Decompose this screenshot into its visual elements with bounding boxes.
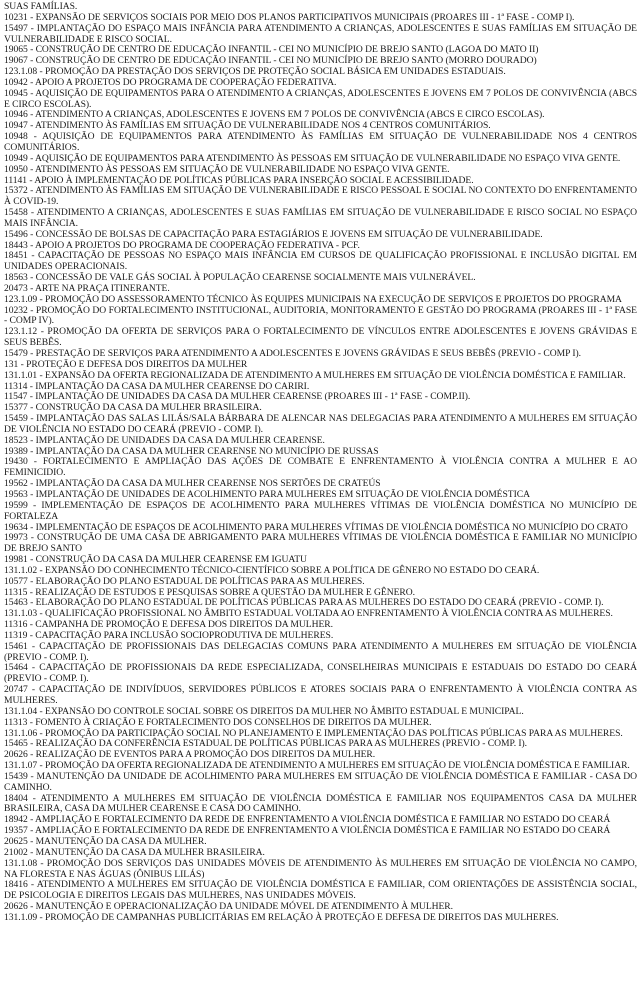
document-line: 10577 - ELABORAÇÃO DO PLANO ESTADUAL DE POLÍTICAS PARA AS MULHERES.	[4, 575, 365, 587]
document-line: 19634 - IMPLEMENTAÇÃO DE ESPAÇOS DE ACOLHIMENTO PARA MULHERES VÍTIMAS DE VIOLÊNCIA DOMÉSTICA NO MUNICÍPIO DO CRATO	[4, 521, 628, 533]
document-line: 11313 - FOMENTO À CRIAÇÃO E FORTALECIMENTO DOS CONSELHOS DE DIREITOS DA MULHER.	[4, 716, 432, 728]
document-line: 131.1.09 - PROMOÇÃO DE CAMPANHAS PUBLICITÁRIAS EM RELAÇÃO À PROTEÇÃO E DEFESA DE DIREITOS DAS MULHERES.	[4, 911, 559, 923]
document-line: 20747 - CAPACITAÇÃO DE INDIVÍDUOS, SERVIDORES PÚBLICOS E ATORES SOCIAIS PARA O ENFRENTAMENTO À VIOLÊNCIA CONTRA AS MULHERES.	[4, 684, 637, 706]
document-line: 10949 - AQUISIÇÃO DE EQUIPAMENTOS PARA ATENDIMENTO ÀS PESSOAS EM SITUAÇÃO DE VULNERABILIDADE NO ESPAÇO VIVA GENTE.	[4, 152, 621, 164]
document-line: 21002 - MANUTENÇÃO DA CASA DA MULHER BRASILEIRA.	[4, 846, 265, 858]
document-line: 19430 - FORTALECIMENTO E AMPLIAÇÃO DAS AÇÕES DE COMBATE E ENFRENTAMENTO À VIOLÊNCIA CONTRA A MULHER E AO FEMINICIDIO.	[4, 456, 637, 479]
document-line: 11141 - APOIO À IMPLEMENTAÇÃO DE POLÍTICAS PÚBLICAS PARA INSERÇÃO SOCIAL E ACESSIBILIDADE.	[4, 174, 474, 186]
document-line: 131.1.07 - PROMOÇÃO DA OFERTA REGIONALIZADA DE ATENDIMENTO A MULHERES EM SITUAÇÃO DE VIOLÊNCIA DOMÉSTICA E FAMILIAR.	[4, 760, 630, 772]
document-line: 123.1.12 - PROMOÇÃO DA OFERTA DE SERVIÇOS PARA O FORTALECIMENTO DE VÍNCULOS ENTRE ADOLESCENTES E JOVENS GRÁVIDAS E SEUS BEBÊS.	[4, 326, 637, 349]
document-line: 20626 - REALIZAÇÃO DE EVENTOS PARA A PROMOÇÃO DOS DIREITOS DA MULHER.	[4, 749, 376, 761]
document-line: 10945 - AQUISIÇÃO DE EQUIPAMENTOS PARA O ATENDIMENTO A CRIANÇAS, ADOLESCENTES E JOVENS EM 7 POLOS DE CONVIVÊNCIA (ABCS E CIRCO ESCOLAS).	[4, 87, 637, 110]
document-line: 15497 - IMPLANTAÇÃO DO ESPAÇO MAIS INFÂNCIA PARA ATENDIMENTO A CRIANÇAS, ADOLESCENTES E SUAS FAMÍLIAS EM SITUAÇÃO DE VULNERABILIDADE E RISCO SOCIAL.	[4, 22, 637, 45]
document-line: 11314 - IMPLANTAÇÃO DA CASA DA MULHER CEARENSE DO CARIRI.	[4, 380, 310, 392]
document-line: 11319 - CAPACITAÇÃO PARA INCLUSÃO SOCIOPRODUTIVA DE MULHERES.	[4, 629, 334, 641]
document-line: 19973 - CONSTRUÇÃO DE UMA CASA DE ABRIGAMENTO PARA MULHERES VÍTIMAS DE VIOLÊNCIA DOMÉSTICA E FAMILIAR NO MUNICÍPIO DE BREJO SANTO	[4, 532, 637, 555]
document-line: 18451 - CAPACITAÇÃO DE PESSOAS NO ESPAÇO MAIS INFÂNCIA EM CURSOS DE QUALIFICAÇÃO PROFISSIONAL E INCLUSÃO DIGITAL EM UNIDADES OPERACIONAIS.	[4, 250, 637, 273]
document-line: 15372 - ATENDIMENTO ÀS FAMÍLIAS EM SITUAÇÃO DE VULNERABILIDADE E RISCO PESSOAL E SOCIAL NO CONTEXTO DO ENFRENTAMENTO À COVID-19.	[4, 185, 637, 208]
document-line: 15464 - CAPACITAÇÃO DE PROFISSIONAIS DA REDE ESPECIALIZADA, CONSELHEIRAS MUNICIPAIS E ESTADUAIS DO ESTADO DO CEARÁ (PREVIO - COMP. I).	[4, 662, 637, 685]
document-line: 10950 - ATENDIMENTO ÀS PESSOAS EM SITUAÇÃO DE VULNERABILIDADE NO ESPAÇO VIVA GENTE.	[4, 163, 450, 175]
document-line: 20625 - MANUTENÇÃO DA CASA DA MULHER.	[4, 835, 207, 847]
document-line: 15439 - MANUTENÇÃO DA UNIDADE DE ACOLHIMENTO PARA MULHERES EM SITUAÇÃO DE VIOLÊNCIA DOMÉSTICA E FAMILIAR - CASA DO CAMINHO.	[4, 770, 637, 793]
document-line: 18404 - ATENDIMENTO A MULHERES EM SITUAÇÃO DE VIOLÊNCIA DOMÉSTICA E FAMILIAR NOS EQUIPAMENTOS CASA DA MULHER BRASILEIRA, CASA DA MULHER CEARENSE E CASA DO CAMINHO.	[4, 792, 637, 815]
document-line: 19357 - AMPLIAÇÃO E FORTALECIMENTO DA REDE DE ENFRENTAMENTO A VIOLÊNCIA DOMÉSTICA E FAMILIAR NO ESTADO DO CEARÁ	[4, 825, 611, 837]
document-line: 18563 - CONCESSÃO DE VALE GÁS SOCIAL À POPULAÇÃO CEARENSE SOCIALMENTE MAIS VULNERÁVEL.	[4, 272, 476, 284]
document-line: 131.1.04 - EXPANSÃO DO CONTROLE SOCIAL SOBRE OS DIREITOS DA MULHER NO ÂMBITO ESTADUAL E MUNICIPAL.	[4, 705, 524, 717]
document-line: 15458 - ATENDIMENTO A CRIANÇAS, ADOLESCENTES E SUAS FAMÍLIAS EM SITUAÇÃO DE VULNERABILIDADE E RISCO SOCIAL NO ESPAÇO MAIS INFÂNCIA.	[4, 207, 637, 229]
document-line: 19065 - CONSTRUÇÃO DE CENTRO DE EDUCAÇÃO INFANTIL - CEI NO MUNICÍPIO DE BREJO SANTO (LAGOA DO MATO II)	[4, 44, 539, 56]
document-line: 131.1.08 - PROMOÇÃO DOS SERVIÇOS DAS UNIDADES MÓVEIS DE ATENDIMENTO ÀS MULHERES EM SITUAÇÃO DE VIOLÊNCIA NO CAMPO, NA FLORESTA E NAS ÁGUAS (ÔNIBUS LILÁS)	[4, 857, 637, 880]
document-line: 10946 - ATENDIMENTO A CRIANÇAS, ADOLESCENTES E JOVENS EM 7 POLOS DE CONVIVÊNCIA (ABCS E CIRCO ESCOLAS).	[4, 109, 545, 121]
document-line: 15479 - PRESTAÇÃO DE SERVIÇOS PARA ATENDIMENTO A ADOLESCENTES E JOVENS GRÁVIDAS E SEUS BEBÊS (PREVIO - COMP I).	[4, 348, 582, 359]
document-line: 15461 - CAPACITAÇÃO DE PROFISSIONAIS DAS DELEGACIAS COMUNS PARA ATENDIMENTO A MULHERES EM SITUAÇÃO DE VIOLÊNCIA (PREVIO - COMP. I).	[4, 640, 637, 663]
document-line: 10231 - EXPANSÃO DE SERVIÇOS SOCIAIS POR MEIO DOS PLANOS PARTICIPATIVOS MUNICIPAIS (PROARES III - 1ª FASE - COMP I).	[4, 11, 575, 23]
document-line: 19389 - IMPLANTAÇÃO DA CASA DA MULHER CEARENSE NO MUNICÍPIO DE RUSSAS	[4, 445, 379, 457]
document-line: SUAS FAMÍLIAS.	[4, 1, 78, 12]
document-line: 10948 - AQUISIÇÃO DE EQUIPAMENTOS PARA ATENDIMENTO ÀS FAMÍLIAS EM SITUAÇÃO DE VULNERABILIDADE NOS 4 CENTROS COMUNITÁRIOS.	[4, 131, 637, 153]
document-line: 19563 - IMPLANTAÇÃO DE UNIDADES DE ACOLHIMENTO PARA MULHERES EM SITUAÇÃO DE VIOLÊNCIA DOMÉSTICA	[4, 488, 530, 500]
document-line: 19981 - CONSTRUÇÃO DA CASA DA MULHER CEARENSE EM IGUATU	[4, 554, 307, 566]
document-line: 10232 - PROMOÇÃO DO FORTALECIMENTO INSTITUCIONAL, AUDITORIA, MONITORAMENTO E GESTÃO DO PROGRAMA (PROARES III - 1ª FASE - COMP IV).	[4, 304, 637, 327]
document-line: 15463 - ELABORAÇÃO DO PLANO ESTADUAL DE POLÍTICAS PÚBLICAS PARA AS MULHERES DO ESTADO DO CEARÁ (PREVIO - COMP. I).	[4, 597, 604, 609]
document-line: 18942 - AMPLIAÇÃO E FORTALECIMENTO DA REDE DE ENFRENTAMENTO A VIOLÊNCIA DOMÉSTICA E FAMILIAR NO ESTADO DO CEARÁ	[4, 814, 611, 826]
document-line: 131.1.01 - EXPANSÃO DA OFERTA REGIONALIZADA DE ATENDIMENTO A MULHERES EM SITUAÇÃO DE VIOLÊNCIA DOMÉSTICA E FAMILIAR.	[4, 369, 626, 381]
document-line: 10942 - APOIO A PROJETOS DO PROGRAMA DE COOPERAÇÃO FEDERATIVA.	[4, 76, 337, 88]
document-line: 10947 - ATENDIMENTO ÀS FAMÍLIAS EM SITUAÇÃO DE VULNERABILIDADE NOS 4 CENTROS COMUNITÁRIOS.	[4, 120, 491, 132]
document-line: 11316 - CAMPANHA DE PROMOÇÃO E DEFESA DOS DIREITOS DA MULHER.	[4, 619, 333, 631]
document-line: 19599 - IMPLEMENTAÇÃO DE ESPAÇOS DE ACOLHIMENTO PARA MULHERES VÍTIMAS DE VIOLÊNCIA DOMÉSTICA NO MUNICÍPIO DE FORTALEZA	[4, 499, 637, 522]
document-line: 131.1.06 - PROMOÇÃO DA PARTICIPAÇÃO SOCIAL NO PLANEJAMENTO E IMPLEMENTAÇÃO DAS POLÍTICAS PÚBLICAS PARA AS MULHERES.	[4, 727, 623, 739]
document-line: 15496 - CONCESSÃO DE BOLSAS DE CAPACITAÇÃO PARA ESTAGIÁRIOS E JOVENS EM SITUAÇÃO DE VULNERABILIDADE.	[4, 228, 543, 240]
document-line: 20626 - MANUTENÇÃO E OPERACIONALIZAÇÃO DA UNIDADE MÓVEL DE ATENDIMENTO À MULHER.	[4, 901, 454, 913]
document-line: 11547 - IMPLANTAÇÃO DE UNIDADES DA CASA DA MULHER CEARENSE (PROARES III - 1ª FASE - COMP.II).	[4, 391, 471, 403]
document-line: 18416 - ATENDIMENTO A MULHERES EM SITUAÇÃO DE VIOLÊNCIA DOMÉSTICA E FAMILIAR, COM ORIENTAÇÕES DE ASSISTÊNCIA SOCIAL, DE PSICOLOGIA E DIREITOS LEGAIS DAS MULHERES, NAS UNIDADES MÓVEIS.	[4, 879, 637, 902]
document-line: 15377 - CONSTRUÇÃO DA CASA DA MULHER BRASILEIRA.	[4, 402, 262, 414]
document-line: 123.1.09 - PROMOÇÃO DO ASSESSORAMENTO TÉCNICO ÀS EQUIPES MUNICIPAIS NA EXECUÇÃO DE SERVIÇOS E PROJETOS DO PROGRAMA	[4, 293, 622, 305]
document-line: 131.1.03 - QUALIFICAÇÃO PROFISSIONAL NO ÂMBITO ESTADUAL VOLTADA AO ENFRENTAMENTO À VIOLÊNCIA CONTRA AS MULHERES.	[4, 608, 613, 620]
document-line: 123.1.08 - PROMOÇÃO DA PRESTAÇÃO DOS SERVIÇOS DE PROTEÇÃO SOCIAL BÁSICA EM UNIDADES ESTADUAIS.	[4, 66, 506, 78]
document-line: 18443 - APOIO A PROJETOS DO PROGRAMA DE COOPERAÇÃO FEDERATIVA - PCF.	[4, 239, 360, 251]
document-line: 131 - PROTEÇÃO E DEFESA DOS DIREITOS DA MULHER	[4, 358, 248, 370]
document-line: 19562 - IMPLANTAÇÃO DA CASA DA MULHER CEARENSE NOS SERTÕES DE CRATEÚS	[4, 478, 381, 490]
document-line: 11315 - REALIZAÇÃO DE ESTUDOS E PESQUISAS SOBRE A QUESTÃO DA MULHER E GÊNERO.	[4, 586, 416, 598]
document-line: 19067 - CONSTRUÇÃO DE CENTRO DE EDUCAÇÃO INFANTIL - CEI NO MUNICÍPIO DE BREJO SANTO (MORRO DOURADO)	[4, 55, 537, 67]
document-line: 15465 - REALIZAÇÃO DA CONFERÊNCIA ESTADUAL DE POLÍTICAS PÚBLICAS PARA AS MULHERES (PREVIO - COMP. I).	[4, 738, 528, 750]
document-line: 131.1.02 - EXPANSÃO DO CONHECIMENTO TÉCNICO-CIENTÍFICO SOBRE A POLÍTICA DE GÊNERO NO ESTADO DO CEARÁ.	[4, 564, 540, 576]
document-line: 18523 - IMPLANTAÇÃO DE UNIDADES DA CASA DA MULHER CEARENSE.	[4, 434, 325, 446]
document-line: 15459 - IMPLANTAÇÃO DAS SALAS LILÁS/SALA BÁRBARA DE ALENCAR NAS DELEGACIAS PARA ATENDIMENTO A MULHERES EM SITUAÇÃO DE VIOLÊNCIA NO ESTADO DO CEARÁ (PREVIO - COMP. I).	[4, 413, 637, 435]
document-line: 20473 - ARTE NA PRAÇA ITINERANTE.	[4, 282, 170, 294]
